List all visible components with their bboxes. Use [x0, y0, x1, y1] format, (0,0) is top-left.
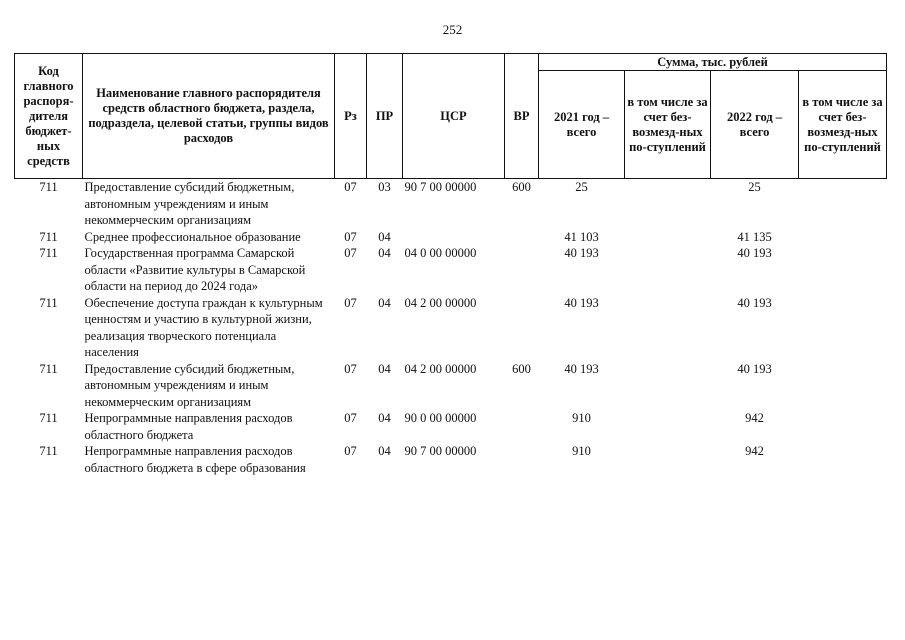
row-free-2022: [799, 229, 887, 246]
row-vr: [505, 443, 539, 476]
row-free-2021: [625, 245, 711, 295]
page-number: 252: [442, 22, 463, 37]
row-vr: [505, 295, 539, 361]
row-rz: 07: [344, 444, 357, 458]
row-pr: 04: [378, 411, 391, 425]
row-rz: 07: [344, 229, 357, 244]
header-rz: Рз: [335, 54, 367, 179]
row-pr: 04: [378, 246, 391, 260]
row-csr: 04 0 00 00000: [404, 246, 477, 260]
row-sum-2022: 40 193: [737, 361, 772, 376]
row-free-2021: [625, 295, 711, 361]
row-free-2022: [799, 179, 887, 229]
table-row: [15, 295, 887, 361]
row-sum-2022: 40 193: [737, 246, 772, 260]
row-sum-2022: 40 193: [737, 295, 772, 310]
row-code: 711: [39, 411, 58, 425]
table-body: [15, 179, 887, 477]
row-rz: 07: [344, 411, 357, 425]
row-vr: [505, 245, 539, 295]
row-code: 711: [39, 361, 58, 376]
row-name: Предоставление субсидий бюджетным, автономным учреждениям и иным некоммерческим организациям: [84, 180, 295, 227]
table-row: [15, 179, 887, 229]
header-2022-free: в том числе за счет без-возмезд-ных по-ступлений: [799, 71, 887, 179]
row-csr: [403, 229, 505, 246]
row-csr: 04 2 00 00000: [404, 295, 477, 310]
table-row: [15, 443, 887, 476]
row-code: 711: [39, 229, 58, 244]
row-sum-2022: 41 135: [737, 229, 772, 244]
header-code: Код главного распоря-дителя бюджет-ных средств: [15, 54, 83, 179]
row-vr: 600: [512, 361, 531, 376]
row-sum-2021: 910: [572, 444, 591, 458]
row-free-2022: [799, 410, 887, 443]
row-free-2022: [799, 295, 887, 361]
header-2021-free: в том числе за счет без-возмезд-ных по-ступлений: [625, 71, 711, 179]
row-name: Обеспечение доступа граждан к культурным ценностям и участию в культурной жизни, реализация творческого потенциала населения: [84, 295, 323, 359]
row-csr: 90 7 00 00000: [404, 180, 477, 194]
row-sum-2021: 40 193: [564, 295, 599, 310]
row-name: Государственная программа Самарской области «Развитие культуры в Самарской области на период до 2024 года»: [84, 246, 306, 293]
row-csr: 90 7 00 00000: [404, 444, 477, 458]
row-sum-2022: 942: [745, 411, 764, 425]
row-sum-2022: 25: [748, 180, 761, 194]
row-free-2022: [799, 443, 887, 476]
header-2022-total: 2022 год – всего: [711, 71, 799, 179]
budget-table: [14, 53, 887, 476]
row-free-2021: [625, 229, 711, 246]
header-sum-group: Сумма, тыс. рублей: [539, 54, 887, 71]
header-csr: ЦСР: [403, 54, 505, 179]
row-free-2022: [799, 361, 887, 411]
row-code: 711: [39, 180, 58, 194]
header-vr: ВР: [505, 54, 539, 179]
header-name: Наименование главного распорядителя средств областного бюджета, раздела, подраздела, целевой статьи, группы видов расходов: [83, 54, 335, 179]
row-name: Предоставление субсидий бюджетным, автономным учреждениям и иным некоммерческим организациям: [84, 361, 295, 409]
row-vr: 600: [512, 180, 531, 194]
row-free-2021: [625, 179, 711, 229]
row-sum-2021: 910: [572, 411, 591, 425]
row-pr: 04: [378, 295, 391, 310]
row-free-2021: [625, 361, 711, 411]
row-free-2022: [799, 245, 887, 295]
row-rz: 07: [344, 361, 357, 376]
row-csr: 04 2 00 00000: [404, 361, 477, 376]
table-row: [15, 245, 887, 295]
row-sum-2021: 25: [575, 180, 588, 194]
header-2021-total: 2021 год – всего: [539, 71, 625, 179]
row-csr: 90 0 00 00000: [404, 411, 477, 425]
row-sum-2022: 942: [745, 444, 764, 458]
row-code: 711: [39, 444, 58, 458]
row-sum-2021: 41 103: [564, 229, 599, 244]
table-row: [15, 361, 887, 411]
table-row: [15, 229, 887, 246]
row-vr: [505, 410, 539, 443]
row-pr: 03: [378, 180, 391, 194]
row-rz: 07: [344, 246, 357, 260]
row-name: Среднее профессиональное образование: [84, 229, 301, 244]
row-name: Непрограммные направления расходов областного бюджета в сфере образования: [84, 444, 306, 475]
row-code: 711: [39, 295, 58, 310]
row-pr: 04: [378, 444, 391, 458]
row-sum-2021: 40 193: [564, 246, 599, 260]
row-code: 711: [39, 246, 58, 260]
row-free-2021: [625, 410, 711, 443]
row-vr: [505, 229, 539, 246]
row-sum-2021: 40 193: [564, 361, 599, 376]
table-row: [15, 410, 887, 443]
row-name: Непрограммные направления расходов областного бюджета: [84, 411, 293, 442]
row-rz: 07: [344, 295, 357, 310]
header-pr: ПР: [367, 54, 403, 179]
row-free-2021: [625, 443, 711, 476]
row-rz: 07: [344, 180, 357, 194]
row-pr: 04: [378, 361, 391, 376]
row-pr: 04: [378, 229, 391, 244]
